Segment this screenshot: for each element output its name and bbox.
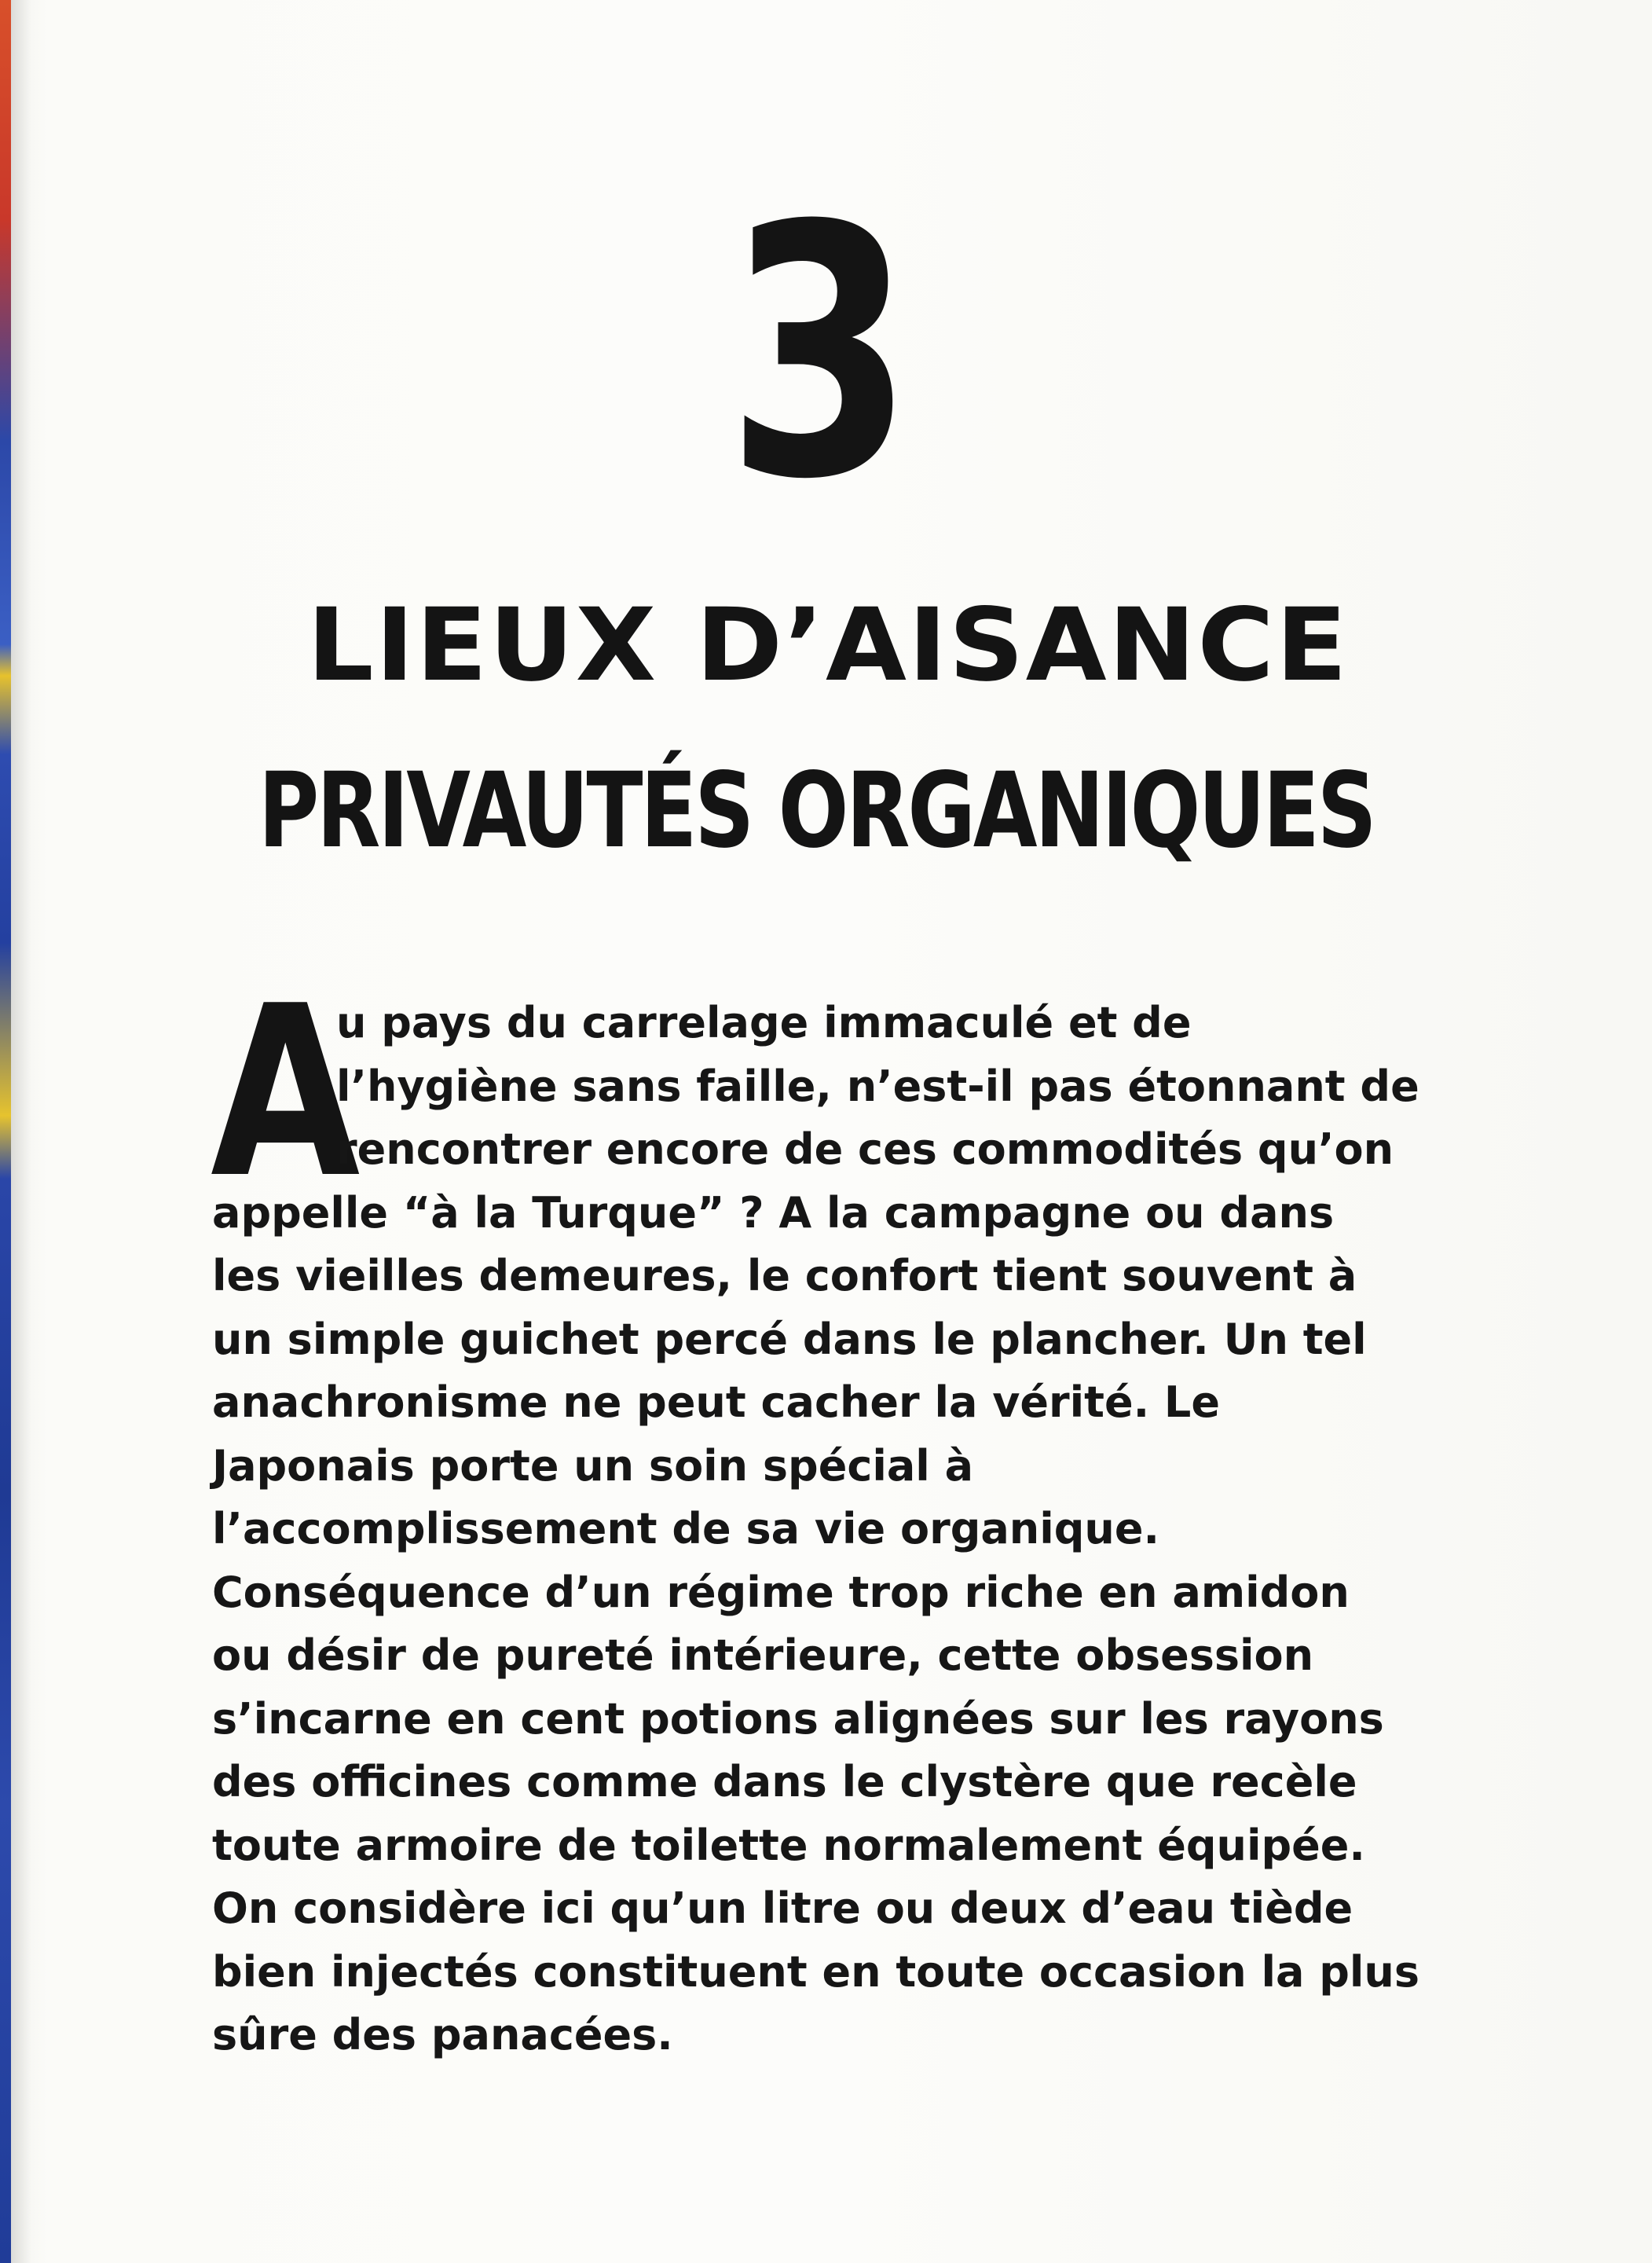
facing-page-edge xyxy=(0,0,11,2263)
text-line: Conséquence d’un régime trop riche en amidon xyxy=(212,1567,1350,1617)
gutter-shadow xyxy=(11,0,31,2263)
text-line: Japonais porte un soin spécial à xyxy=(212,1440,974,1491)
text-line: anachronisme ne peut cacher la vérité. Le xyxy=(212,1377,1220,1427)
text-line: toute armoire de toilette normalement équipée. xyxy=(212,1820,1365,1870)
text-line: un simple guichet percé dans le plancher. Un tel xyxy=(212,1314,1367,1364)
body-paragraph xyxy=(212,992,1419,2067)
chapter-subtitle: PRIVAUTÉS ORGANIQUES xyxy=(258,750,1375,871)
text-line: On considère ici qu’un litre ou deux d’eau tiède xyxy=(212,1883,1353,1933)
text-line: ou désir de pureté intérieure, cette obsession xyxy=(212,1630,1314,1680)
text-line: l’accomplissement de sa vie organique. xyxy=(212,1504,1159,1553)
text-line: appelle “à la Turque” ? A la campagne ou dans xyxy=(212,1187,1335,1238)
text-line: bien injectés constituent en toute occasion la plus xyxy=(212,1946,1419,1997)
text-line: les vieilles demeures, le confort tient souvent à xyxy=(212,1251,1357,1300)
chapter-title: LIEUX D’AISANCE xyxy=(306,587,1350,704)
text-line: rencontrer encore de ces commodités qu’on xyxy=(336,1124,1394,1174)
text-line: sûre des panacées. xyxy=(212,2010,673,2059)
text-line: l’hygiène sans faille, n’est-il pas étonnant de xyxy=(336,1061,1419,1111)
chapter-number: 3 xyxy=(726,152,908,555)
text-line: s’incarne en cent potions alignées sur les rayons xyxy=(212,1693,1384,1744)
drop-cap: A xyxy=(211,955,361,1230)
text-line: u pays du carrelage immaculé et de xyxy=(336,998,1192,1047)
text-line: des officines comme dans le clystère que recèle xyxy=(212,1757,1357,1806)
